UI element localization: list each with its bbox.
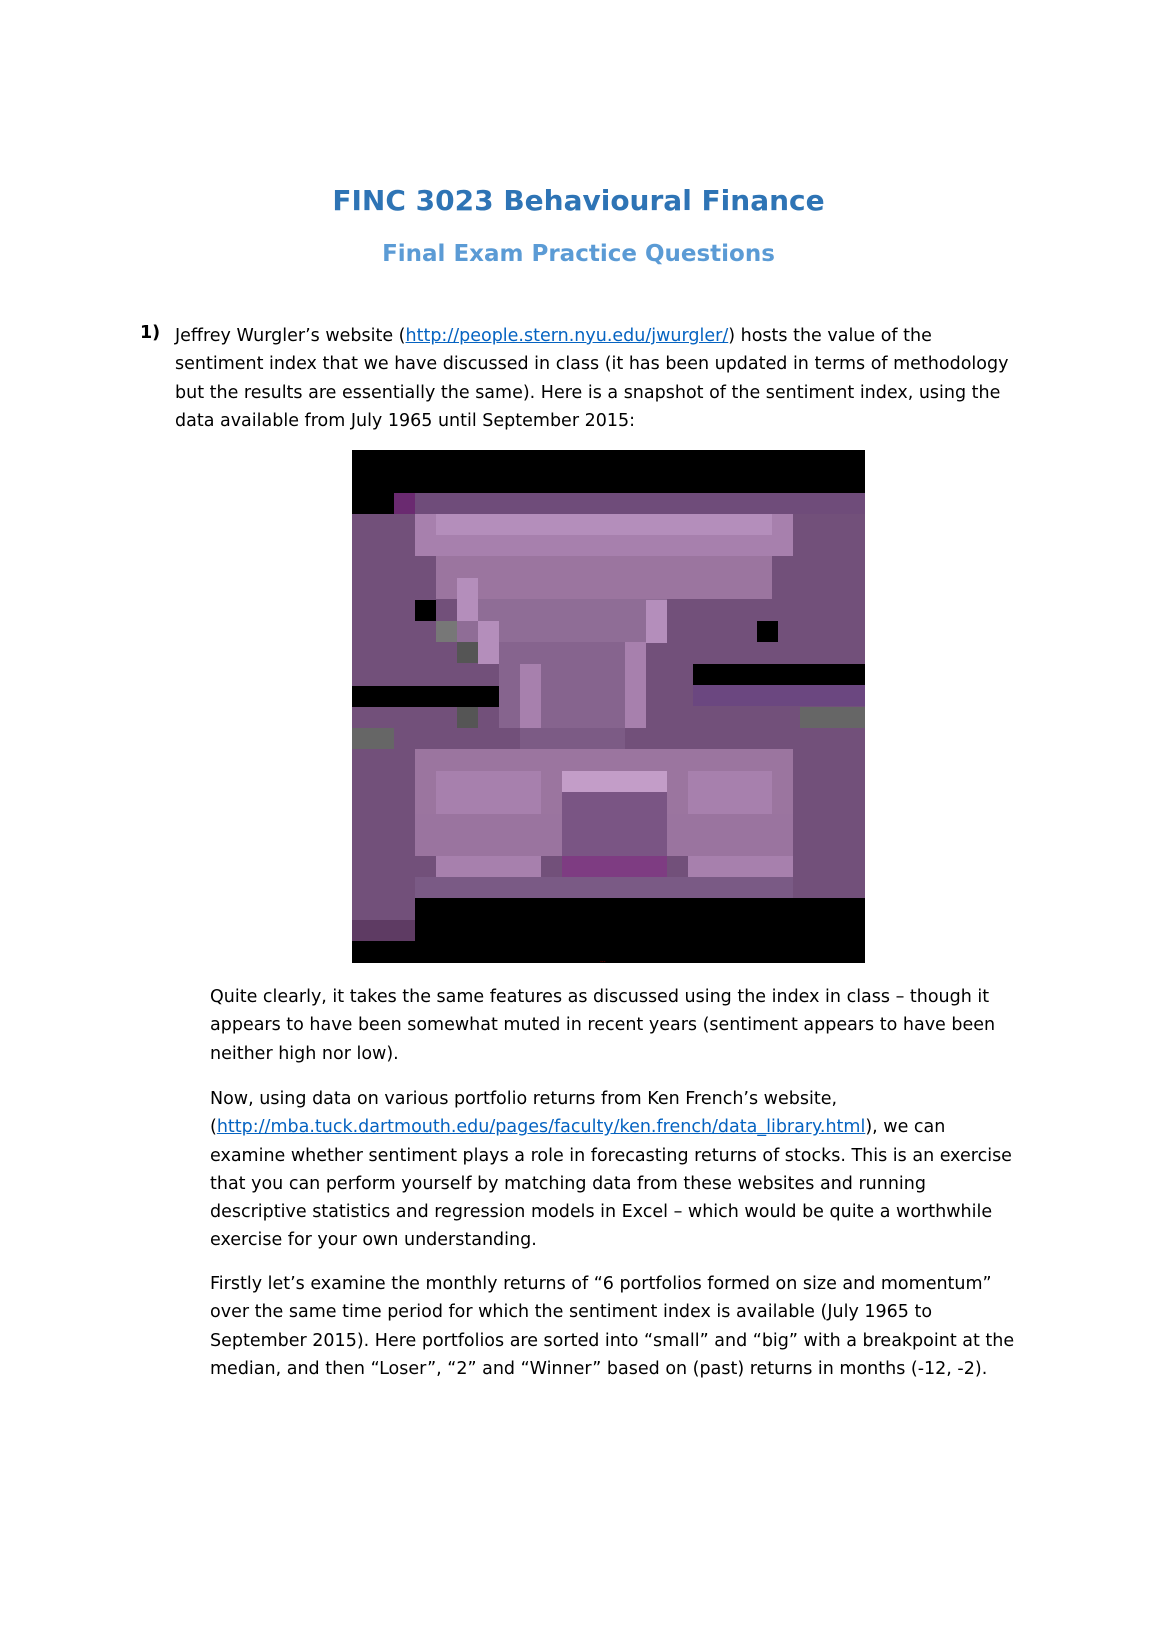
sentiment-index-figure [352,450,865,963]
document-title: FINC 3023 Behavioural Finance [332,184,825,217]
paragraph-sentiment-muted: Quite clearly, it takes the same features as discussed using the index in class – though it appears to have been somewhat muted in recent years (sentiment appears to have been neither high nor low). [210,987,996,1064]
figure-caption-mark: ... [600,957,606,964]
intro-text-after: ) hosts the value of the sentiment index that we have discussed in class (it has been updated in terms of methodology but the results are essentially the same). Here is a snapshot of the sentiment index, using the data available from July 1965 until September 2015: [175,326,1009,431]
wurgler-website-link[interactable]: http://people.stern.nyu.edu/jwurgler/ [405,326,729,346]
paragraph-size-momentum-portfolios: Firstly let’s examine the monthly returns of “6 portfolios formed on size and momentum” over the same time period for which the sentiment index is available (July 1965 to September 2015). Here portfolios are sorted into “small” and “big” with a breakpoint at the median, and then “Loser”, “2” and “Winner” based on (past) returns in months (-12, -2). [210,1274,1015,1379]
p2-text-after: ), we can examine whether sentiment plays a role in forecasting returns of stocks. This is an exercise that you can perform yourself by matching data from these websites and running descriptive statistics and regression models in Excel – which would be quite a worthwhile exercise for your own understanding. [210,1117,1012,1251]
paragraph-ken-french-data [210,1085,1025,1255]
question-intro [175,322,1025,435]
ken-french-data-library-link[interactable]: http://mba.tuck.dartmouth.edu/pages/faculty/ken.french/data_library.html [216,1117,866,1138]
p2-text-before: Now, using data on various portfolio returns from Ken French’s website, ( [210,1089,838,1138]
document-subtitle: Final Exam Practice Questions [382,241,775,267]
question-number: 1) [140,323,161,343]
pixelated-image [352,450,865,963]
intro-text-before: Jeffrey Wurgler’s website ( [175,326,406,346]
